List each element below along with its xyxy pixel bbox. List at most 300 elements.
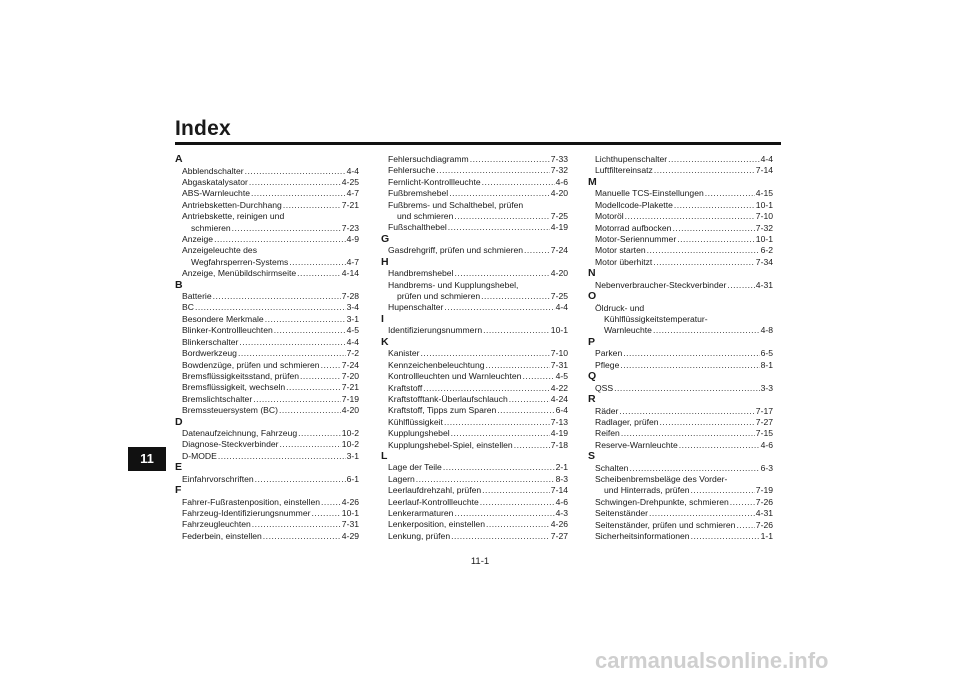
dot-leader [677, 234, 755, 245]
entry-page-ref[interactable]: 4-19 [550, 428, 568, 439]
index-entry[interactable] [175, 405, 359, 416]
index-column-3 [588, 154, 773, 542]
entry-page-ref[interactable]: 7-32 [755, 222, 773, 233]
entry-page-ref[interactable]: 3-1 [346, 313, 359, 324]
dot-leader [238, 348, 346, 359]
dot-leader [482, 485, 550, 496]
dot-leader [265, 314, 346, 325]
entry-text: Lagern [388, 473, 415, 484]
entry-text: und schmieren [397, 211, 454, 222]
entry-text: Anzeige, Menübildschirmseite [182, 268, 297, 279]
entry-page-ref[interactable]: 10-1 [755, 199, 773, 210]
entry-text: Bordwerkzeug [182, 348, 237, 359]
dot-leader [486, 360, 550, 371]
entry-page-ref[interactable]: 7-14 [755, 165, 773, 176]
index-entry[interactable] [588, 531, 773, 542]
entry-page-ref[interactable]: 4-15 [755, 188, 773, 199]
entry-page-ref[interactable]: 10-1 [550, 325, 568, 336]
entry-text: Kupplungshebel-Spiel, einstellen [388, 439, 513, 450]
entry-page-ref[interactable]: 4-4 [346, 165, 359, 176]
entry-text: Kontrollleuchten und Warnleuchten [388, 371, 522, 382]
index-entry[interactable] [381, 474, 568, 485]
entry-text: Scheibenbremsbeläge des Vorder- [595, 474, 728, 485]
index-entry[interactable] [175, 188, 359, 199]
index-entry[interactable] [175, 428, 359, 439]
dot-leader [252, 519, 341, 530]
entry-page-ref[interactable]: 7-10 [755, 211, 773, 222]
dot-leader [454, 508, 554, 519]
index-entry[interactable] [175, 314, 359, 325]
entry-text: Warnleuchte [604, 325, 652, 336]
dot-leader [249, 177, 341, 188]
entry-text: Parken [595, 348, 623, 359]
index-entry[interactable] [175, 291, 359, 302]
dot-leader [280, 439, 341, 450]
index-entry[interactable] [381, 154, 568, 165]
dot-leader [251, 188, 346, 199]
entry-text: Einfahrvorschriften [182, 473, 254, 484]
index-entry[interactable] [175, 519, 359, 530]
entry-text: Fußbremshebel [388, 188, 449, 199]
entry-page-ref[interactable]: 4-4 [760, 154, 773, 164]
entry-page-ref[interactable]: 7-18 [550, 439, 568, 450]
dot-leader [444, 302, 554, 313]
index-entry[interactable] [588, 406, 773, 417]
entry-page-ref[interactable]: 2-1 [555, 462, 568, 473]
entry-page-ref[interactable]: 4-6 [555, 176, 568, 187]
index-entry[interactable] [381, 200, 568, 223]
entry-page-ref[interactable]: 4-6 [555, 496, 568, 507]
section-letter: Q [588, 370, 597, 383]
entry-page-ref[interactable]: 4-5 [555, 371, 568, 382]
index-entry[interactable] [175, 497, 359, 508]
dot-leader [421, 348, 550, 359]
section-letter: H [381, 255, 389, 268]
entry-page-ref[interactable]: 4-31 [755, 279, 773, 290]
index-entry[interactable] [175, 439, 359, 450]
section-letter: F [175, 484, 182, 497]
dot-leader [321, 360, 341, 371]
entry-text: schmieren [191, 222, 231, 233]
index-entry[interactable] [381, 348, 568, 359]
dot-leader [482, 177, 555, 188]
entry-text: Sicherheitsinformationen [595, 531, 690, 542]
index-entry[interactable] [381, 177, 568, 188]
entry-page-ref[interactable]: 4-19 [550, 222, 568, 233]
entry-text: Kraftstofftank-Überlaufschlauch [388, 393, 508, 404]
entry-page-ref[interactable]: 7-25 [550, 291, 568, 302]
entry-page-ref[interactable]: 6-4 [555, 405, 568, 416]
section-letter: G [381, 232, 390, 245]
index-entry[interactable] [381, 245, 568, 256]
entry-page-ref[interactable]: 3-1 [346, 450, 359, 461]
index-entry[interactable] [381, 325, 568, 336]
entry-page-ref[interactable]: 7-17 [755, 405, 773, 416]
dot-leader [255, 474, 346, 485]
dot-leader [195, 302, 346, 313]
entry-text: Fahrer-Fußrastenposition, einstellen [182, 496, 321, 507]
entry-page-ref[interactable]: 7-28 [341, 291, 359, 302]
index-entry[interactable] [175, 474, 359, 485]
dot-leader [660, 417, 755, 428]
index-entry[interactable] [381, 497, 568, 508]
dot-leader [480, 497, 555, 508]
index-entry[interactable] [588, 428, 773, 439]
entry-page-ref[interactable]: 7-32 [550, 165, 568, 176]
index-entry[interactable] [175, 382, 359, 393]
entry-page-ref[interactable]: 4-25 [341, 176, 359, 187]
dot-leader [451, 531, 550, 542]
entry-text: Lenkerposition, einstellen [388, 519, 485, 530]
entry-page-ref[interactable]: 4-26 [550, 519, 568, 530]
entry-text: Blinker-Kontrollleuchten [182, 325, 273, 336]
section-letter: R [588, 393, 596, 405]
entry-page-ref[interactable]: 7-31 [341, 519, 359, 530]
index-entry[interactable] [588, 280, 773, 291]
index-entry[interactable] [175, 394, 359, 405]
entry-page-ref[interactable]: 7-21 [341, 199, 359, 210]
entry-page-ref[interactable]: 8-3 [555, 473, 568, 484]
index-entry[interactable] [588, 463, 773, 474]
entry-text: Kühlflüssigkeit [388, 416, 443, 427]
entry-page-ref[interactable]: 7-34 [755, 256, 773, 267]
index-entry[interactable] [588, 474, 773, 497]
dot-leader [623, 348, 759, 359]
dot-leader [297, 268, 341, 279]
entry-text: Lenkerarmaturen [388, 508, 454, 519]
index-entry[interactable] [175, 371, 359, 382]
entry-text: prüfen und schmieren [397, 291, 481, 302]
dot-leader [653, 257, 754, 268]
index-entry[interactable] [175, 166, 359, 177]
dot-leader [486, 519, 550, 530]
entry-page-ref[interactable]: 4-4 [346, 336, 359, 347]
section-letter: I [381, 312, 384, 325]
entry-page-ref[interactable]: 7-20 [341, 370, 359, 381]
entry-page-ref[interactable]: 7-13 [550, 416, 568, 427]
dot-leader [451, 428, 550, 439]
dot-leader [283, 200, 341, 211]
index-entry[interactable] [588, 440, 773, 451]
index-entry[interactable] [381, 383, 568, 394]
dot-leader [298, 428, 341, 439]
index-entry[interactable] [588, 188, 773, 199]
entry-page-ref[interactable]: 4-4 [555, 302, 568, 313]
entry-text: Reserve-Warnleuchte [595, 439, 678, 450]
entry-text: Antriebsketten-Durchhang [182, 199, 282, 210]
dot-leader [647, 245, 760, 256]
index-entry[interactable] [175, 302, 359, 313]
entry-page-ref[interactable]: 7-2 [346, 348, 359, 359]
entry-text: Motoröl [595, 211, 624, 222]
entry-page-ref[interactable]: 4-26 [341, 496, 359, 507]
entry-text: Pflege [595, 359, 620, 370]
index-entry[interactable] [381, 428, 568, 439]
dot-leader [300, 371, 341, 382]
dot-leader [214, 234, 346, 245]
index-entry[interactable] [175, 348, 359, 359]
entry-page-ref[interactable]: 4-3 [555, 508, 568, 519]
entry-text: Datenaufzeichnung, Fahrzeug [182, 428, 298, 439]
entry-text: und Hinterrads, prüfen [604, 485, 690, 496]
entry-text: Kraftstoff [388, 382, 423, 393]
entry-text: Bremsflüssigkeitsstand, prüfen [182, 370, 300, 381]
entry-page-ref[interactable]: 10-1 [341, 508, 359, 519]
entry-page-ref[interactable]: 4-5 [346, 325, 359, 336]
entry-text: Hupenschalter [388, 302, 444, 313]
chapter-tab[interactable]: 11 [128, 447, 166, 471]
entry-text: Leerlaufdrehzahl, prüfen [388, 485, 482, 496]
dot-leader [239, 337, 345, 348]
index-entry[interactable] [588, 303, 773, 337]
dot-leader [436, 165, 550, 176]
dot-leader [218, 451, 346, 462]
index-entry[interactable] [381, 531, 568, 542]
dot-leader [620, 360, 759, 371]
dot-leader [454, 211, 549, 222]
entry-page-ref[interactable]: 4-20 [550, 268, 568, 279]
dot-leader [668, 154, 759, 165]
index-entry[interactable] [588, 223, 773, 234]
entry-page-ref[interactable]: 3-4 [346, 302, 359, 313]
dot-leader [509, 394, 550, 405]
entry-page-ref[interactable]: 7-24 [550, 245, 568, 256]
index-entry[interactable] [381, 371, 568, 382]
index-entry[interactable] [381, 268, 568, 279]
dot-leader [483, 325, 550, 336]
entry-text: Bremssteuersystem (BC) [182, 405, 278, 416]
index-entry[interactable] [381, 165, 568, 176]
dot-leader [312, 508, 341, 519]
entry-text: D-MODE [182, 450, 217, 461]
entry-page-ref[interactable]: 4-22 [550, 382, 568, 393]
index-entry[interactable] [381, 485, 568, 496]
dot-leader [674, 200, 755, 211]
index-entry[interactable] [381, 519, 568, 530]
dot-leader [443, 462, 555, 473]
entry-page-ref[interactable]: 4-7 [346, 256, 359, 267]
entry-page-ref[interactable]: 3-3 [760, 382, 773, 393]
entry-page-ref[interactable]: 10-2 [341, 439, 359, 450]
entry-text: Kanister [388, 348, 420, 359]
entry-text: QSS [595, 382, 614, 393]
dot-leader [444, 417, 550, 428]
dot-leader [727, 280, 754, 291]
entry-text: Fehlersuche [388, 165, 436, 176]
dot-leader [514, 440, 550, 451]
section-letter: D [175, 415, 183, 428]
entry-page-ref[interactable]: 4-31 [755, 508, 773, 519]
dot-leader [679, 440, 760, 451]
entry-text: Bremsflüssigkeit, wechseln [182, 382, 286, 393]
index-entry[interactable] [588, 497, 773, 508]
entry-text: Radlager, prüfen [595, 416, 659, 427]
index-entry[interactable] [381, 302, 568, 313]
index-entry[interactable] [588, 234, 773, 245]
dot-leader [730, 497, 755, 508]
index-entry[interactable] [588, 360, 773, 371]
entry-page-ref[interactable]: 7-25 [550, 211, 568, 222]
entry-page-ref[interactable]: 7-21 [341, 382, 359, 393]
entry-text: Manuelle TCS-Einstellungen [595, 188, 704, 199]
entry-text: Kupplungshebel [388, 428, 450, 439]
entry-page-ref[interactable]: 4-9 [346, 233, 359, 244]
index-column-2 [381, 154, 568, 542]
entry-text: Fußschalthebel [388, 222, 447, 233]
section-letter: M [588, 175, 597, 188]
index-entry[interactable] [175, 360, 359, 371]
dot-leader [654, 165, 755, 176]
entry-page-ref[interactable]: 4-20 [341, 405, 359, 416]
entry-text: Modellcode-Plakette [595, 199, 673, 210]
entry-text: Kühlflüssigkeitstemperatur- [604, 313, 708, 324]
entry-page-ref[interactable]: 4-29 [341, 530, 359, 541]
index-entry[interactable] [175, 245, 359, 268]
entry-page-ref[interactable]: 10-1 [755, 233, 773, 244]
entry-page-ref[interactable]: 7-26 [755, 519, 773, 530]
index-entry[interactable] [588, 200, 773, 211]
entry-text: Schwingen-Drehpunkte, schmieren [595, 496, 729, 507]
index-entry[interactable] [175, 211, 359, 234]
index-entry[interactable] [175, 451, 359, 462]
entry-text: Reifen [595, 428, 620, 439]
index-entry[interactable] [175, 200, 359, 211]
entry-text: Schalten [595, 462, 629, 473]
dot-leader [524, 245, 550, 256]
entry-page-ref[interactable]: 8-1 [760, 359, 773, 370]
entry-page-ref[interactable]: 10-2 [341, 428, 359, 439]
index-entry[interactable] [175, 268, 359, 279]
entry-text: Fußbrems- und Schalthebel, prüfen [388, 199, 524, 210]
entry-page-ref[interactable]: 6-3 [760, 462, 773, 473]
dot-leader [691, 485, 755, 496]
page-number: 11-1 [470, 556, 490, 567]
entry-text: Leerlauf-Kontrollleuchte [388, 496, 479, 507]
entry-page-ref[interactable]: 4-8 [760, 325, 773, 336]
index-entry[interactable] [588, 348, 773, 359]
dot-leader [649, 508, 755, 519]
index-entry[interactable] [381, 188, 568, 199]
entry-text: Gasdrehgriff, prüfen und schmieren [388, 245, 524, 256]
section-letter: E [175, 461, 183, 474]
index-entry[interactable] [381, 462, 568, 473]
entry-page-ref[interactable]: 4-20 [550, 188, 568, 199]
index-entry[interactable] [381, 405, 568, 416]
dot-leader [289, 257, 345, 268]
entry-page-ref[interactable]: 7-19 [341, 393, 359, 404]
dot-leader [629, 463, 759, 474]
entry-text: Diagnose-Steckverbinder [182, 439, 279, 450]
index-entry[interactable] [588, 211, 773, 222]
entry-text: Anzeigeleuchte des [182, 245, 258, 256]
watermark: carmanualsonline.info [595, 648, 829, 673]
index-entry[interactable] [175, 531, 359, 542]
entry-page-ref[interactable]: 7-19 [755, 485, 773, 496]
index-entry[interactable] [588, 245, 773, 256]
index-entry[interactable] [381, 440, 568, 451]
index-entry[interactable] [175, 177, 359, 188]
entry-text: Blinkerschalter [182, 336, 239, 347]
index-entry[interactable] [381, 508, 568, 519]
index-entry[interactable] [588, 383, 773, 394]
section-letter: N [588, 267, 596, 280]
entry-page-ref[interactable]: 6-2 [760, 245, 773, 256]
index-entry[interactable] [381, 417, 568, 428]
entry-text: Fahrzeug-Identifizierungsnummer [182, 508, 311, 519]
index-entry[interactable] [588, 520, 773, 531]
section-letter: S [588, 450, 596, 463]
index-entry[interactable] [588, 257, 773, 268]
dot-leader [614, 383, 759, 394]
index-entry[interactable] [588, 417, 773, 428]
index-entry[interactable] [175, 337, 359, 348]
dot-leader [619, 406, 754, 417]
entry-page-ref[interactable]: 7-31 [550, 359, 568, 370]
dot-leader [653, 325, 760, 336]
section-letter: L [381, 449, 388, 462]
entry-page-ref[interactable]: 7-10 [550, 348, 568, 359]
index-entry[interactable] [175, 234, 359, 245]
entry-page-ref[interactable]: 7-23 [341, 222, 359, 233]
entry-page-ref[interactable]: 7-26 [755, 496, 773, 507]
section-letter: O [588, 290, 597, 303]
dot-leader [286, 382, 341, 393]
dot-leader [263, 531, 341, 542]
index-entry[interactable] [588, 508, 773, 519]
index-entry[interactable] [381, 360, 568, 371]
entry-page-ref[interactable]: 7-33 [550, 154, 568, 164]
entry-text: Kraftstoff, Tipps zum Sparen [388, 405, 497, 416]
entry-text: Fernlicht-Kontrollleuchte [388, 176, 481, 187]
dot-leader [691, 531, 760, 542]
entry-text: Motorrad aufbocken [595, 222, 672, 233]
index-entry[interactable] [175, 325, 359, 336]
entry-page-ref[interactable]: 4-14 [341, 268, 359, 279]
entry-text: Handbrems- und Kupplungshebel, [388, 279, 519, 290]
entry-page-ref[interactable]: 7-24 [341, 359, 359, 370]
entry-text: ABS-Warnleuchte [182, 188, 250, 199]
dot-leader [470, 154, 550, 165]
dot-leader [213, 291, 341, 302]
entry-page-ref[interactable]: 7-15 [755, 428, 773, 439]
entry-page-ref[interactable]: 6-1 [346, 473, 359, 484]
entry-page-ref[interactable]: 7-27 [755, 416, 773, 427]
entry-page-ref[interactable]: 1-1 [760, 531, 773, 542]
entry-page-ref[interactable]: 7-14 [550, 485, 568, 496]
entry-text: Kennzeichenbeleuchtung [388, 359, 485, 370]
index-entry[interactable] [381, 280, 568, 303]
entry-page-ref[interactable]: 4-7 [346, 188, 359, 199]
index-entry[interactable] [175, 508, 359, 519]
entry-text: Batterie [182, 291, 212, 302]
entry-text: Wegfahrsperren-Systems [191, 256, 289, 267]
dot-leader [245, 166, 346, 177]
dot-leader [497, 405, 554, 416]
entry-page-ref[interactable]: 6-5 [760, 348, 773, 359]
index-entry[interactable] [381, 394, 568, 405]
index-entry[interactable] [588, 165, 773, 176]
section-letter: B [175, 278, 183, 291]
dot-leader [736, 520, 754, 531]
index-entry[interactable] [381, 222, 568, 233]
entry-text: Bremslichtschalter [182, 393, 253, 404]
entry-text: Motor starten [595, 245, 646, 256]
entry-text: Lenkung, prüfen [388, 530, 451, 541]
entry-page-ref[interactable]: 7-27 [550, 530, 568, 541]
entry-page-ref[interactable]: 4-6 [760, 439, 773, 450]
index-entry[interactable] [588, 154, 773, 165]
entry-page-ref[interactable]: 4-24 [550, 393, 568, 404]
